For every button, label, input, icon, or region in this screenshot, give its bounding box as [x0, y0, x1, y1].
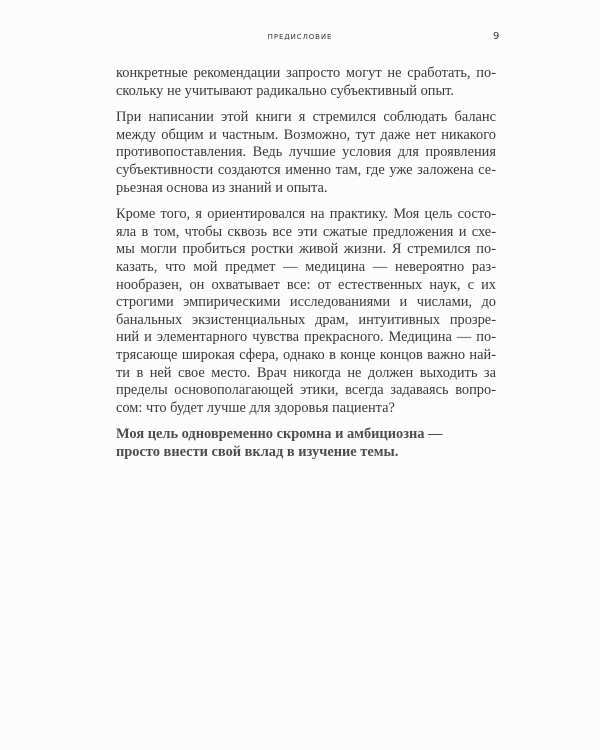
text-line: трясающе широкая сфера, однако в конце концов важно най- [116, 346, 496, 363]
running-title: ПРЕДИСЛОВИЕ [267, 33, 333, 41]
body-text [116, 65, 496, 470]
text-line: субъективности создаются именно там, где уже заложена се- [116, 161, 496, 178]
text-line: конкретные рекомендации запросто могут не сработать, по- [116, 65, 496, 81]
text-line: ти в ней свое место. Врач никогда не должен выходить за [116, 364, 496, 381]
running-head [0, 30, 600, 44]
text-line: противопоставления. Ведь лучшие условия для проявления [116, 144, 496, 161]
text-line: нообразен, он охватывает все: от естественных наук, с их [116, 276, 496, 293]
text-line: пределы основополагающей этики, всегда задаваясь вопро- [116, 382, 496, 399]
paragraph-practice [116, 206, 496, 417]
text-line: банальных экзистенциальных драм, интуитивных прозре- [116, 311, 496, 328]
closing-statement [116, 426, 496, 461]
paragraph-continuation [116, 65, 496, 100]
text-line: между общим и частным. Возможно, тут даже нет никакого [116, 126, 496, 143]
text-line: строгими эмпирическими исследованиями и числами, до [116, 294, 496, 311]
text-line: При написании этой книги я стремился соблюдать баланс [116, 109, 496, 126]
text-line: Моя цель одновременно скромна и амбициозна — [116, 426, 443, 443]
text-line: сом: что будет лучше для здоровья пациента? [116, 399, 395, 416]
text-line: скольку не учитывают радикально субъективный опыт. [116, 82, 454, 99]
text-line: яла в том, чтобы сквозь все эти сжатые предложения и схе- [116, 223, 496, 240]
text-line: казать, что мой предмет — медицина — невероятно раз- [116, 258, 496, 275]
text-line: ний и элементарного чувства прекрасного. Медицина — по- [116, 329, 496, 346]
text-line: просто внести свой вклад в изучение темы. [116, 443, 399, 460]
paragraph-balance [116, 109, 496, 197]
text-line: мы могли пробиться ростки живой жизни. Я стремился по- [116, 241, 496, 258]
text-line: рьезная основа из знаний и опыта. [116, 179, 328, 196]
text-line: Кроме того, я ориентировался на практику. Моя цель состо- [116, 206, 496, 223]
page-number: 9 [493, 31, 500, 42]
